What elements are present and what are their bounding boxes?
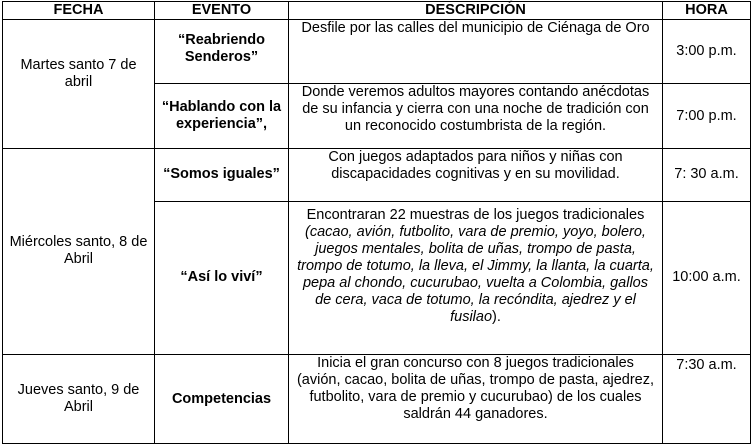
descripcion-cell: Con juegos adaptados para niños y niñas con discapacidades cognitivas y en su movilidad. [289,148,663,201]
fecha-cell: Miércoles santo, 8 de Abril [3,148,155,354]
descripcion-cell: Desfile por las calles del municipio de Ciénaga de Oro [289,20,663,84]
evento-label: “Reabriendo Senderos” [177,31,265,65]
fecha-cell: Martes santo 7 de abril [3,20,155,149]
descripcion-cell: Donde veremos adultos mayores contando anécdotas de su infancia y cierra con una noche de tradición con un reconocido costumbrista de la región. [289,84,663,148]
descripcion-cell [289,201,663,354]
descripcion-end: ). [492,308,501,325]
table-row [3,355,751,444]
evento-cell: “Somos iguales” [155,148,289,201]
hora-cell: 7: 30 a.m. [663,148,751,201]
hora-cell: 7:00 p.m. [663,84,751,148]
header-evento: EVENTO [155,2,289,20]
events-schedule-table [2,1,751,444]
descripcion-games-list: (cacao, avión, futbolito, vara de premio, yoyo, bolero, juegos mentales, bolita de uñas, trompo de pasta, trompo de totumo, la lleva, el Jimmy, la llanta, la cuarta, pepa al chondo, cucurubao, vuelta a Colombia, gallos de cera, vaca de totumo, la recóndita, ajedrez y el fusilao [297,223,654,325]
hora-cell: 10:00 a.m. [663,201,751,354]
evento-cell: Competencias [155,355,289,444]
descripcion-cell: Inicia el gran concurso con 8 juegos tradicionales (avión, cacao, bolita de uñas, trompo de pasta, ajedrez, futbolito, vara de premio y cucurubao) de los cuales saldrán 44 ganadores. [289,355,663,444]
hora-cell: 7:30 a.m. [663,355,751,444]
header-hora: HORA [663,2,751,20]
evento-cell: “Así lo viví” [155,201,289,354]
evento-cell: “Hablando con la experiencia”, [155,84,289,148]
table-row [3,20,751,84]
descripcion-intro: Encontraran 22 muestras de los juegos tradicionales [306,206,645,223]
evento-cell [155,20,289,84]
header-descripcion: DESCRIPCIÓN [289,2,663,20]
table-row [3,148,751,201]
hora-cell: 3:00 p.m. [663,20,751,84]
header-row [3,2,751,20]
fecha-cell: Jueves santo, 9 de Abril [3,355,155,444]
header-fecha: FECHA [3,2,155,20]
